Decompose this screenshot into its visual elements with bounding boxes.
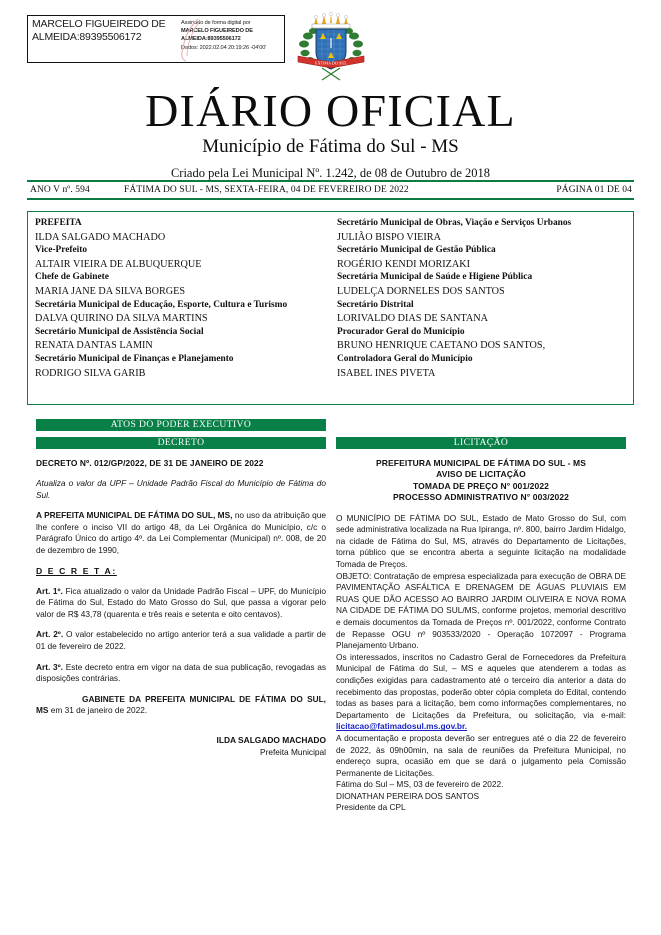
licitacao-head-line-3: TOMADA DE PREÇO N° 001/2022 (412, 480, 549, 491)
gabinete-bold: GABINETE DA PREFEITA MUNICIPAL DE FÁTIMA DO SUL, MS (36, 693, 326, 716)
article-3-label: Art. 3º. (36, 661, 63, 672)
official-name: RENATA DANTAS LAMIN (35, 340, 153, 352)
decreto-article-1 (36, 586, 326, 621)
licitacao-interessados-text: Os interessados, inscritos no Cadastro Geral de Fornecedores da Prefeitura Municipal de Fátima do Sul, – MS e aqueles que atenderem a todas as condições exigidas para cadastramento até o terceiro dia anterior a data do recebimento das propostas, poderão obter cópia completa do Edital, contendo todas as bases para a licitação, bem como informações complementares, no Departamento de Licitações da Prefeitura, ou solicitação, via e-mail: (336, 651, 626, 720)
decreto-preamble-bold: A PREFEITA MUNICIPAL DE FÁTIMA DO SUL, MS, (36, 510, 233, 521)
officials-column-left (28, 212, 330, 404)
official-name: RODRIGO SILVA GARIB (35, 367, 146, 379)
licitacao-paragraph-entrega: A documentação e proposta deverão ser entregues até o dia 22 de fevereiro de 2022, às 09h00min, na sala de reuniões da Prefeitura Municipal, no endereço supra, ocasião em que se dará o julgamento pela Comissão Permanente de Licitações. (336, 732, 626, 778)
masthead-law-line: Criado pela Lei Municipal Nº. 1.242, de 08 de Outubro de 2018 (170, 166, 491, 180)
officials-box (27, 211, 634, 405)
decreto-article-2 (36, 629, 326, 652)
official-name: ROGÉRIO KENDI MORIZAKI (337, 258, 470, 270)
official-name: DALVA QUIRINO DA SILVA MARTINS (35, 313, 208, 325)
licitacao-head-line-4: PROCESSO ADMINISTRATIVO N° 003/2022 (393, 492, 569, 503)
decreto-preamble-rest: no uso da atribuição que lhe confere o inciso VII do artigo 48, da Lei Orgânica do Município, c/c o Parágrafo Único do artigo 4º. da Lei Complementar (Municipal) nº. 008, de 20 de dezembro de 1990, (36, 510, 326, 555)
decreto-column (36, 458, 326, 758)
signature-detail-line-4: Dados: 2022.02.04 20:19:26 -04'00' (181, 44, 267, 51)
official-role: Secretário Municipal de Assistência Social (35, 326, 204, 337)
svg-text:FÁTIMA DO SUL: FÁTIMA DO SUL (315, 60, 347, 66)
signature-name: MARCELO FIGUEIREDO DE ALMEIDA:89395506172 (32, 18, 166, 43)
official-name: ILDA SALGADO MACHADO (35, 231, 166, 243)
coat-of-arms-icon (284, 12, 378, 84)
gabinete-rest: em 31 de janeiro de 2022. (48, 705, 148, 716)
licitacao-paragraph-interessados (336, 652, 626, 733)
licitacao-signer-name: DIONATHAN PEREIRA DOS SANTOS (336, 790, 480, 801)
signature-details (178, 16, 284, 62)
licitacao-place-date: Fátima do Sul – MS, 03 de fevereiro de 2022. (336, 779, 504, 790)
official-role: Procurador Geral do Município (337, 326, 465, 337)
article-1-text: Fica atualizado o valor da Unidade Padrão Fiscal – UPF, do Município de Fátima do Sul, Estado do Mato Grosso do Sul, que passa a vigorar pelo valor de R$ 43,78 (quarenta e três reais e setenta e oito centavos). (36, 585, 326, 619)
digital-signature-stamp (27, 15, 285, 63)
licitacao-column (336, 458, 626, 814)
official-role: Secretário Municipal de Obras, Viação e Serviços Urbanos (337, 218, 572, 228)
decreto-decreta-label: D E C R E T A: (36, 565, 117, 576)
official-name: MARIA JANE DA SILVA BORGES (35, 285, 186, 297)
decreto-signer-name: ILDA SALGADO MACHADO (216, 734, 326, 745)
article-3-text: Este decreto entra em vigor na data de sua publicação, revogadas as disposições contrárias. (36, 661, 327, 684)
decreto-ementa: Atualiza o valor da UPF – Unidade Padrão Fiscal do Município de Fátima do Sul. (36, 478, 326, 500)
signature-detail-line-2: MARCELO FIGUEIREDO DE (181, 28, 253, 35)
section-header-decreto: DECRETO (36, 437, 326, 449)
official-role: Chefe de Gabinete (35, 272, 109, 283)
masthead (0, 86, 661, 182)
licitacao-head-line-1: PREFEITURA MUNICIPAL DE FÁTIMA DO SUL - MS (376, 458, 586, 468)
article-1-label: Art. 1º. (36, 585, 63, 596)
signature-detail-line-1: Assinado de forma digital por (181, 20, 251, 26)
decreto-preamble (36, 510, 326, 556)
issue-place-date: FÁTIMA DO SUL - MS, SEXTA-FEIRA, 04 DE FEVEREIRO DE 2022 (124, 185, 409, 195)
official-role: Controladora Geral do Município (337, 353, 473, 364)
officials-column-right (330, 212, 633, 404)
decreto-article-3 (36, 662, 326, 685)
article-2-text: O valor estabelecido no artigo anterior terá a sua validade a partir de 01 de fevereiro de 2022. (36, 629, 326, 651)
official-role: Secretário Distrital (337, 299, 414, 310)
official-role: Secretária Municipal de Educação, Esporte, Cultura e Turismo (35, 299, 288, 310)
decreto-gabinete (36, 694, 326, 717)
section-header-licitacao: LICITAÇÃO (336, 437, 626, 449)
official-role: PREFEITA (35, 218, 82, 228)
official-name: ISABEL INES PIVETA (337, 367, 436, 379)
licitacao-head-line-2: AVISO DE LICITAÇÃO (436, 469, 526, 480)
official-name: LORIVALDO DIAS DE SANTANA (337, 313, 488, 325)
official-name: ALTAIR VIEIRA DE ALBUQUERQUE (35, 258, 202, 270)
licitacao-paragraph-1: O MUNICÍPIO DE FÁTIMA DO SUL, Estado de Mato Grosso do Sul, com sede administrativa localizada na Rua Ipiranga, nº. 800, bairro Jardim Hidalgo, na cidade de Fátima do Sul, MS, através do Departamento de Licitações, torna público que se encontra aberta a seguinte licitação na modalidade Tomada de Preços. (336, 512, 626, 569)
decreto-signer-role: Prefeita Municipal (260, 746, 326, 757)
signature-detail-line-3: ALMEIDA:89395506172 (181, 36, 241, 43)
licitacao-paragraph-objeto: OBJETO: Contratação de empresa especializada para execução de OBRA DE PAVIMENTAÇÃO ASFÁLTICA E DRENAGEM DE ÁGUAS PLUVIAIS EM RUAS QUE DÃO ACESSO AO BAIRRO JARDIM OLIVEIRA E NOVA ROMA NA CIDADE DE FÁTIMA DO SUL/MS, conforme projetos, memorial descritivo e demais documentos da Tomada de Preços nº. 001/2022, conforme Contrato de Repasse OGU nº 903533/2020 - Operação 1072097 - Programa Planejamento Urbano. (336, 570, 626, 651)
page-title: DIÁRIO OFICIAL (145, 85, 516, 136)
issue-year-number: ANO V nº. 594 (30, 185, 90, 195)
masthead-subtitle: Município de Fátima do Sul - MS (202, 136, 459, 157)
official-role: Secretária Municipal de Saúde e Higiene Pública (337, 272, 533, 283)
official-name: BRUNO HENRIQUE CAETANO DOS SANTOS, (337, 340, 546, 352)
article-2-label: Art. 2º. (36, 629, 64, 640)
official-role: Secretário Municipal de Gestão Pública (337, 245, 496, 256)
licitacao-heading (336, 458, 626, 504)
email-link[interactable]: licitacao@fatimadosul.ms.gov.br. (336, 721, 468, 732)
official-role: Vice-Prefeito (35, 245, 88, 256)
official-name: LUDELÇA DORNELES DOS SANTOS (337, 285, 505, 297)
official-role: Secretário Municipal de Finanças e Planejamento (35, 353, 234, 364)
official-name: JULIÃO BISPO VIEIRA (337, 231, 441, 243)
page-number: PÁGINA 01 DE 04 (556, 185, 632, 195)
decreto-title: DECRETO Nº. 012/GP/2022, DE 31 DE JANEIRO DE 2022 (36, 458, 264, 468)
issue-info-bar (27, 180, 634, 200)
licitacao-signer-role: Presidente da CPL (336, 802, 406, 813)
section-header-atos-do-poder-executivo: ATOS DO PODER EXECUTIVO (36, 419, 326, 431)
